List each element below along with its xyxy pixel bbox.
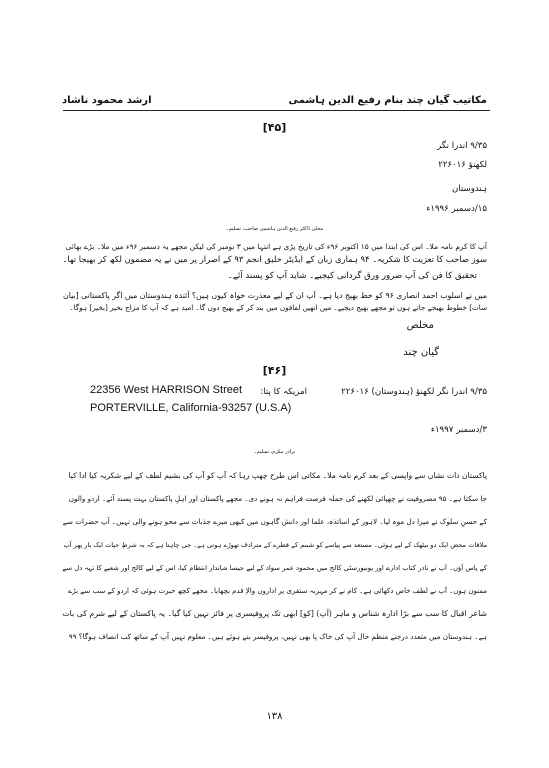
letter46-para1-line8: ہے۔ ہندوستان میں متعدد درجنے منظم حال آپ کی خاک پا بھی نہیں، پروفیسر بنے ہوئے ہیں۔ معلوم نہیں آپ کے ساتھ کب انصاف ہوگا؟ ۹۹ bbox=[68, 632, 487, 641]
letter46-salutation: برادر مکرم، تسلیم۔ bbox=[253, 449, 296, 455]
letter46-para1-line1: پاکستان ذات نشاں سے واپسی کے بعد کرم نامہ ملا۔ مکاتی اس طرح چھپ رہا کہ آپ کو آپ کی بشیم لطف کے لیے شکریہ کیا ادا کیا bbox=[68, 471, 487, 480]
letter46-para1-line5: کے پاس آؤں۔ آپ نے نادر کتاب ادارے اور یونیورسٹی کالج میں محمود عمر سواد کے لیے جیسا شاندار انتظام کیا، اس کے لیے کالج اور شعبے کا تہہ دل سے bbox=[62, 564, 487, 572]
letter45-address-line: ۹/۳۵ اندرا نگر bbox=[437, 141, 487, 151]
letter-number-45: [۴۵] bbox=[262, 121, 287, 134]
letter45-para2: تحقیق کا فن کی آپ ضرور ورق گردانی کیجیے۔ شاید آپ کو پسند آئے۔ bbox=[227, 271, 477, 281]
running-header-author: ارشد محمود ناشاد bbox=[62, 95, 152, 106]
letter46-us-label: امریکہ کا پتا: bbox=[260, 387, 307, 397]
letter46-date: ۳/دسمبر ۱۹۹۷ء bbox=[430, 425, 487, 435]
letter45-para3-line1: میں نے اسلوب احمد انصاری ۹۶ کو خط بھیج دیا ہے۔ آپ ان کے لیے معذرت خواہ کیوں ہیں؟ آئندہ ہندوستان میں اگر پاکستانی [بیان bbox=[62, 291, 487, 300]
letter45-country: ہندوستان bbox=[451, 184, 487, 194]
letter45-para1-line2: سوز صاحب کا تعزیت کا شکریہ۔ ۹۴ ہماری زبان کے ایڈیٹر خلیق انجم ۹۳ کے اصرار پر میں نے یہ مضمون لکھ کر بھیجا تھا۔ bbox=[62, 254, 487, 264]
letter46-para1-line7: شاعر اقبال کا سب سے بڑا ادارہ شناس و ماہر (آپ) [کو] ابھی تک پروفیسری پر فائز نہیں کیا گیا۔ یہ پاکستان کے لیے شرم کی بات bbox=[62, 609, 487, 618]
letter46-para1-line2: جا سکتا ہے۔ ۹۵ مصروفیت نے چھپائی لکھنے کی جملہ فرصت فراہم نہ ہونے دی۔ مجھے پاکستان اور اہلِ پاکستان بہت پسند آئے۔ اردو والوں bbox=[68, 494, 487, 503]
page-number: ۱۳۸ bbox=[266, 711, 283, 722]
letter46-para1-line6: ممنون ہوں۔ آپ نے لطف خاص دکھائی ہے۔ کام نے کر مہربہ ستقری پر اداروں والاِ قدم بچھایا۔ مجھے کچھ حیرت ہوئی کہ اردو کے سب سے بڑے bbox=[68, 587, 487, 595]
letter45-closing: مخلص bbox=[406, 320, 434, 331]
letter-number-46: [۴۶] bbox=[262, 364, 287, 377]
letter45-date: ۱۵/دسمبر ۱۹۹۶ء bbox=[426, 204, 487, 214]
letter45-para1-line1: آپ کا کرم نامہ ملا۔ اس کی ابتدا میں ۱۵ اکتوبر ۹۶ء کی تاریخ پڑی ہے انتہا میں ۳ نومبر کی لیکن مجھے یہ دسمبر ۹۶ء میں ملا۔ بڑے بھائی bbox=[65, 242, 487, 251]
letter45-para3-line2: سات] خطوط بھیجے جاتے ہوں تو مجھے بھیج دیجیے۔ میں انھیں لفافوں میں بند کر کے بھیج دوں گا۔ امید ہے کہ آپ کا مزاج بخیر [بخیر] ہوگا۔ bbox=[69, 303, 487, 312]
letter45-city-line: لکھنؤ ۲۲۶۰۱۶ bbox=[438, 160, 487, 170]
letter46-us-city: PORTERVILLE, California-93257 (U.S.A) bbox=[90, 402, 292, 414]
letter46-us-street: 22356 West HARRISON Street bbox=[90, 384, 243, 396]
letter46-para1-line4: ملاقات محض ایک دو بیٹھک کے لیے ہوئی۔ مستعد سے پیاسے کو شبنم کے قطرے کے مترادف تھوڑے ہوتی ہے۔ جی چاہتا ہے کہ بہ شرطِ حیات ایک بار پھر آپ bbox=[63, 541, 487, 549]
letter45-signature: گیان چند bbox=[403, 347, 439, 358]
header-rule bbox=[63, 110, 490, 111]
running-header-title: مکاتیب گیان چند بنام رفیع الدین ہاشمی bbox=[288, 95, 487, 106]
letter45-salutation: محبّی ڈاکٹر رفیع الدین ہاشمی صاحب، تسلیم۔ bbox=[225, 226, 324, 232]
letter46-address-line: ۹/۳۵ اندرا نگر لکھنؤ (ہندوستان) ۲۲۶۰۱۶ bbox=[341, 387, 487, 397]
letter46-para1-line3: کے حسنِ سلوک نے میرا دل موہ لیا۔ لاہور کے اساتذہ، علما اور دانش گاہوں میں کبھی میرے جذبات سے محو ہونے والی نہیں۔ آپ حضرات سے bbox=[62, 517, 487, 526]
